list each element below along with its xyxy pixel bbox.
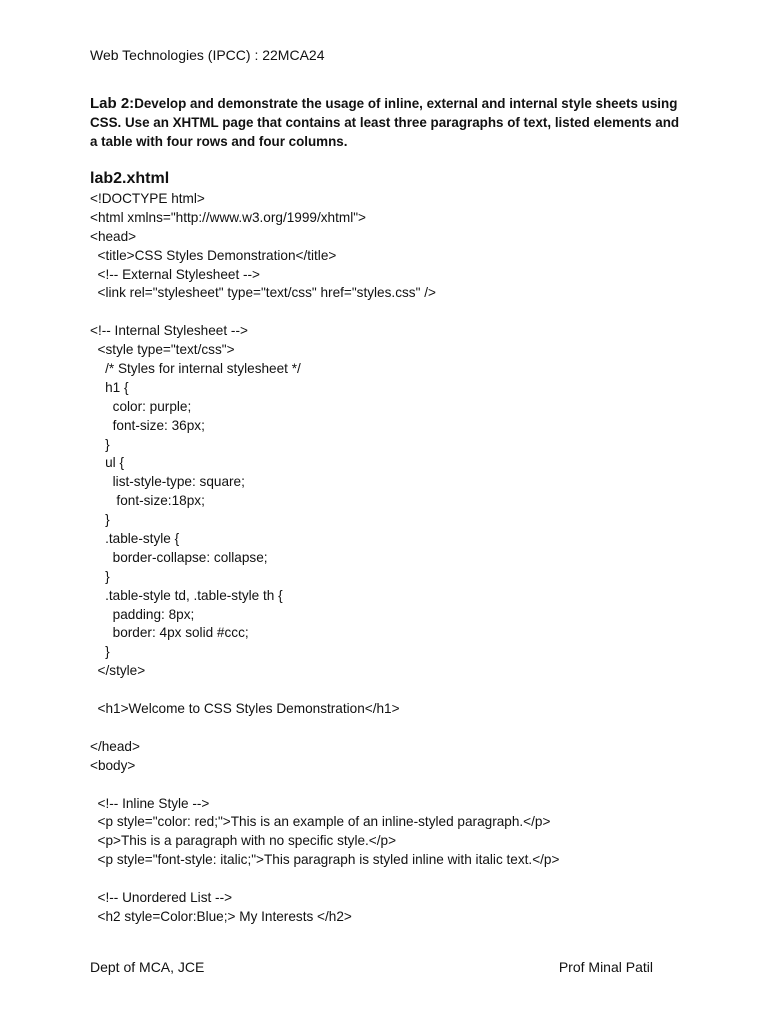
code-line: border-collapse: collapse; [90,549,268,565]
code-line [90,303,559,322]
footer-department: Dept of MCA, JCE [90,959,205,975]
lab-heading [90,94,680,151]
code-line: <!-- Unordered List --> [90,889,233,905]
code-line [90,719,559,738]
code-line: <p style="font-style: italic;">This paragraph is styled inline with italic text.</p> [90,852,560,868]
file-title: lab2.xhtml [90,170,170,187]
code-line: .table-style td, .table-style th { [90,587,283,603]
code-line: <html xmlns="http://www.w3.org/1999/xhtml"> [90,209,366,225]
code-line: } [90,512,110,528]
code-line: ul { [90,455,125,471]
code-line: <h2 style=Color:Blue;> My Interests </h2> [90,908,352,924]
page-header: Web Technologies (IPCC) : 22MCA24 [90,47,325,63]
code-line: </style> [90,663,146,679]
code-line: font-size:18px; [90,493,205,509]
code-line: } [90,568,110,584]
code-line: padding: 8px; [90,606,195,622]
code-line: <head> [90,228,137,244]
footer-author: Prof Minal Patil [558,959,653,975]
code-line: font-size: 36px; [90,417,205,433]
code-line [90,870,559,889]
code-line: } [90,644,110,660]
code-line: <p>This is a paragraph with no specific style.</p> [90,833,397,849]
code-line: <title>CSS Styles Demonstration</title> [90,247,337,263]
code-line: h1 { [90,379,129,395]
code-line: <p style="color: red;">This is an example of an inline-styled paragraph.</p> [90,814,551,830]
code-line: <link rel="stylesheet" type="text/css" href="styles.css" /> [90,285,436,301]
code-line: <style type="text/css"> [90,342,235,358]
code-line: <!DOCTYPE html> [90,191,205,206]
code-line: /* Styles for internal stylesheet */ [90,361,301,377]
code-line: </head> [90,738,140,754]
code-line: <!-- Inline Style --> [90,795,210,811]
code-line [90,776,559,795]
lab-number: Lab 2: [90,95,135,112]
code-listing [90,190,559,927]
code-line: .table-style { [90,531,180,547]
code-line: <!-- External Stylesheet --> [90,266,260,282]
code-line: <h1>Welcome to CSS Styles Demonstration</h1> [90,701,400,717]
code-line: } [90,436,110,452]
code-line: color: purple; [90,398,192,414]
code-line: <body> [90,757,136,773]
code-line: <!-- Internal Stylesheet --> [90,323,248,339]
code-line [90,681,559,700]
lab-description: Develop and demonstrate the usage of inline, external and internal style sheets using CSS. Use an XHTML page that contains at least three paragraphs of text, listed elements and a table with four rows and four columns. [90,96,680,149]
code-line: list-style-type: square; [90,474,245,490]
code-line: border: 4px solid #ccc; [90,625,249,641]
